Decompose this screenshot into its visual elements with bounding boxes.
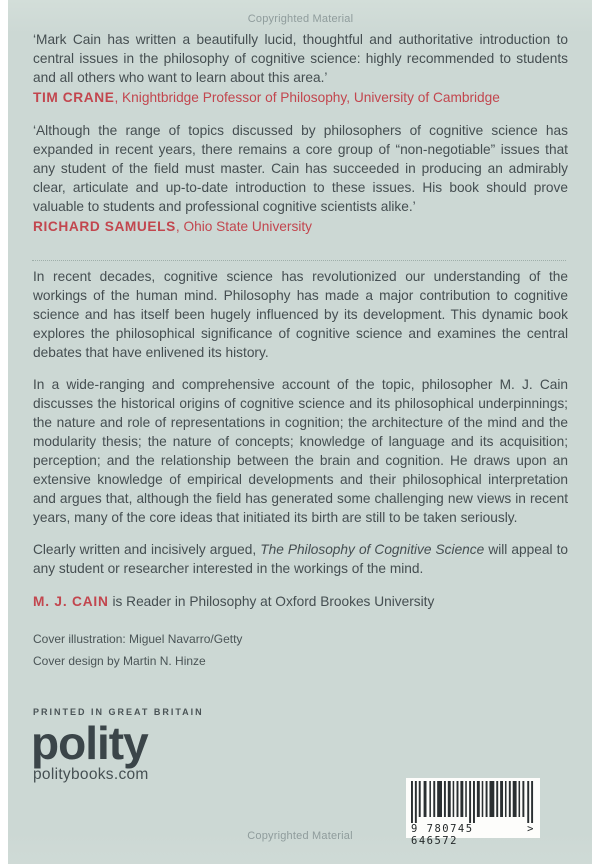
cover-crease-line — [32, 260, 566, 261]
synopsis-paragraph-3-post: will appeal to any student or researcher interested in the workings of the mind. — [33, 542, 568, 576]
review-quote-2: ‘Although the range of topics discussed by philosophers of cognitive science has expanded in recent years, there remains a core group of “non-negotiable” issues that any student of the field must master. Cain has succeeded in producing an admirably clear, articulate and up-to-date introduction to these issues. His book should prove valuable to students and professional cognitive scientists alike.’ — [33, 123, 568, 214]
cover-content — [8, 0, 592, 864]
author-bio-line — [33, 594, 568, 610]
barcode-end-mark: > — [527, 823, 535, 835]
cover-design-credit: Cover design by Martin N. Hinze — [33, 654, 206, 668]
synopsis-paragraph-1: In recent decades, cognitive science has revolutionized our understanding of the workings of the human mind. Philosophy has made a major contribution to cognitive science and has itself been hugely influenced by its development. This dynamic book explores the philosophical significance of cognitive science and examines the central debates that have enlivened its history. — [33, 269, 568, 360]
synopsis-paragraph-2: In a wide-ranging and comprehensive account of the topic, philosopher M. J. Cain discusses the historical origins of cognitive science and its philosophical underpinnings; the nature and role of representations in cognition; the architecture of the mind and the modularity thesis; the nature of concepts; knowledge of language and its acquisition; perception; and the relationship between the brain and cognition. He draws upon an extensive knowledge of empirical developments and their philosophical interpretation and argues that, although the field has generated some challenging new views in recent years, many of the core ideas that initiated its birth are still to be taken seriously. — [33, 377, 568, 525]
polity-logo: polity — [31, 717, 148, 769]
author-description: is Reader in Philosophy at Oxford Brookes University — [108, 594, 435, 609]
cover-background — [8, 0, 592, 864]
synopsis-paragraph-3-pre: Clearly written and incisively argued, — [33, 542, 261, 557]
reviewer-name-1: TIM CRANE — [33, 90, 115, 105]
copyright-material-label-bottom: Copyrighted Material — [247, 830, 353, 842]
reviewer-role-1: , Knightbridge Professor of Philosophy, University of Cambridge — [114, 90, 500, 105]
barcode-icon — [411, 781, 535, 823]
review-quote-1: ‘Mark Cain has written a beautifully lucid, thoughtful and authoritative introduction to central issues in the philosophy of cognitive science: highly recommended to students and all others who want to learn about this area.’ — [33, 32, 568, 85]
reviewer-name-2: RICHARD SAMUELS — [33, 219, 176, 234]
synopsis-paragraph-3 — [33, 540, 568, 578]
reviewer-role-2: , Ohio State University — [175, 219, 313, 234]
review-attribution-2 — [33, 219, 568, 235]
publisher-website-label: politybooks.com — [33, 766, 149, 783]
author-name: M. J. CAIN — [33, 594, 109, 609]
copyright-material-label-top: Copyrighted Material — [247, 13, 354, 25]
review-attribution-1 — [33, 90, 568, 106]
book-title-italic: The Philosophy of Cognitive Science — [260, 542, 485, 557]
printed-in-label: PRINTED IN GREAT BRITAIN — [33, 707, 204, 717]
cover-illustration-credit: Cover illustration: Miguel Navarro/Getty — [33, 632, 243, 646]
isbn-digits: 9 780745 646572 — [411, 823, 474, 847]
